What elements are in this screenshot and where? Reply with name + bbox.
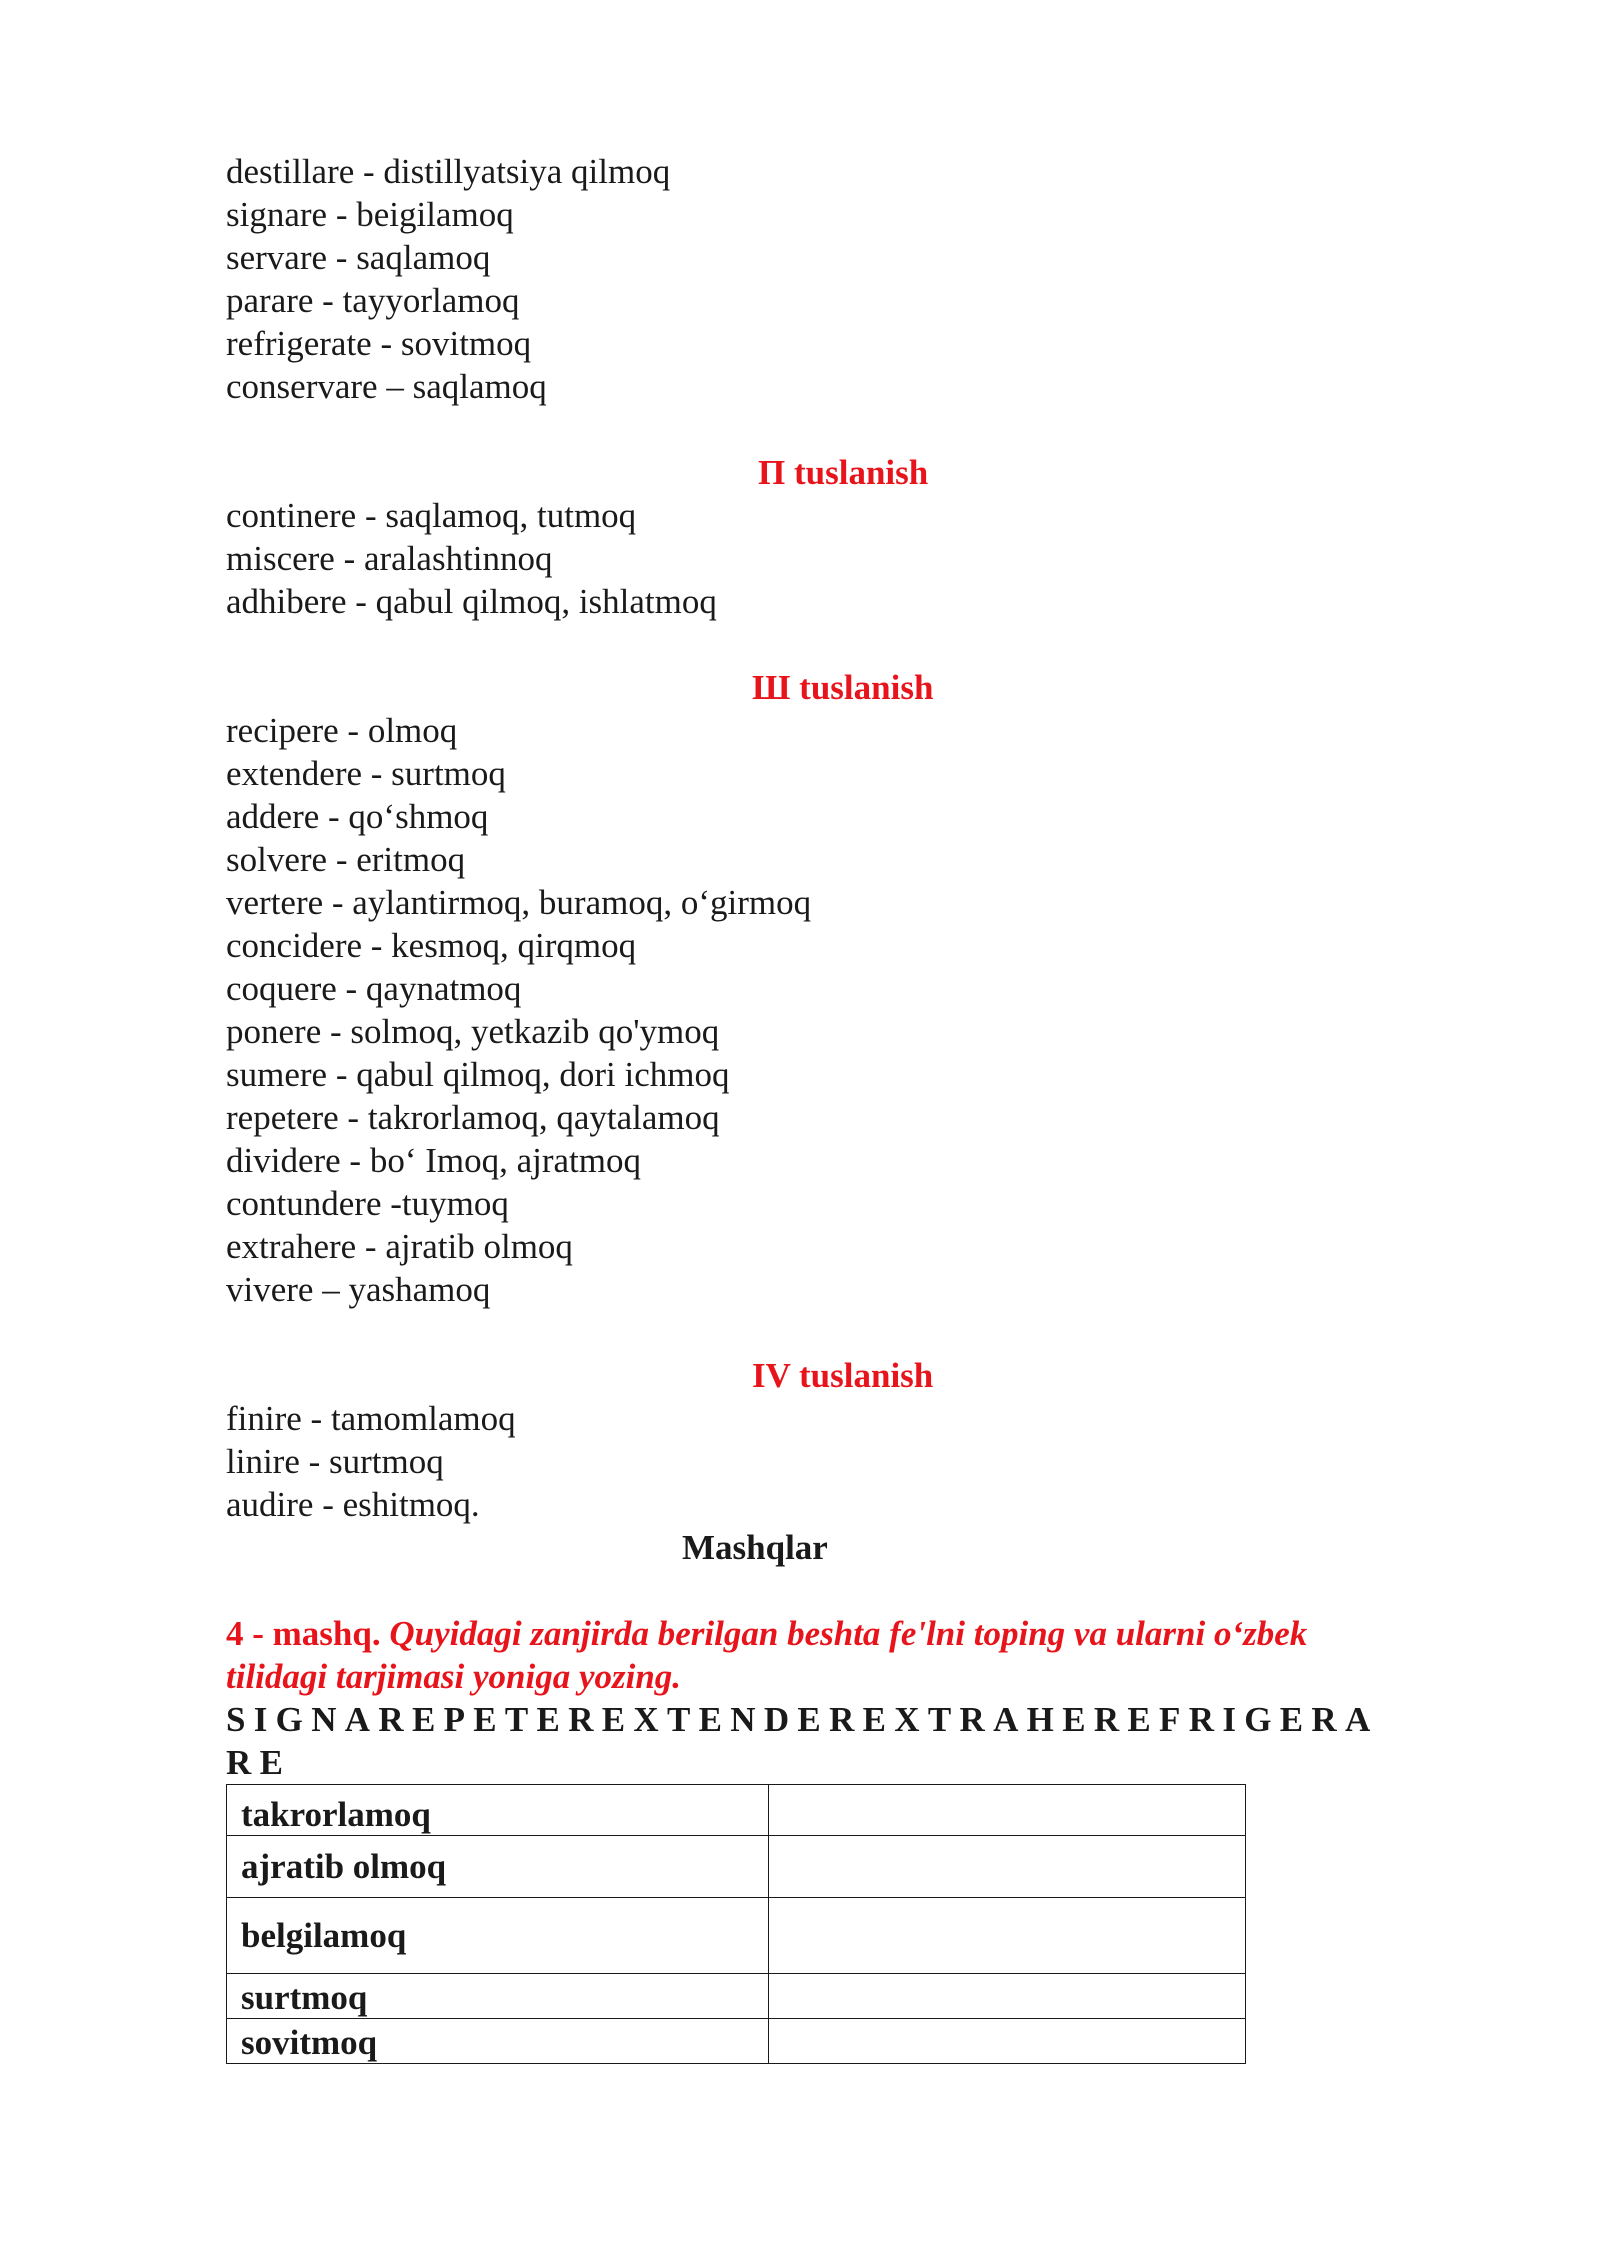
spacer	[226, 1569, 1476, 1612]
translation-cell: takrorlamoq	[227, 1785, 769, 1836]
spacer	[226, 408, 1476, 451]
table-row	[227, 1898, 1246, 1974]
table-row	[227, 1836, 1246, 1898]
verb-entry: continere - saqlamoq, tutmoq	[226, 496, 637, 535]
verb-entry: conservare – saqlamoq	[226, 367, 547, 406]
table-row	[227, 1974, 1246, 2019]
document-page	[226, 150, 1476, 2064]
verb-list-group-1	[226, 150, 1476, 408]
verb-entry: extrahere - ajratib olmoq	[226, 1227, 573, 1266]
answer-cell[interactable]	[769, 2019, 1246, 2064]
spacer	[226, 623, 1476, 666]
exercise-instruction	[226, 1612, 1476, 1698]
spacer	[226, 1311, 1476, 1354]
verb-entry: linire - surtmoq	[226, 1442, 444, 1481]
translation-cell: belgilamoq	[227, 1898, 769, 1974]
section-title: Mashqlar	[682, 1528, 828, 1567]
verb-entry: contundere -tuymoq	[226, 1184, 509, 1223]
verb-entry: concidere - kesmoq, qirqmoq	[226, 926, 637, 965]
table-row	[227, 2019, 1246, 2064]
translation-cell: ajratib olmoq	[227, 1836, 769, 1898]
letter-chain-line-2: RE	[226, 1743, 292, 1782]
exercise-instruction-line-1: Quyidagi zanjirda berilgan beshta fe'lni toping va ularni o‘zbek	[389, 1614, 1308, 1653]
verb-entry: vivere – yashamoq	[226, 1270, 491, 1309]
verb-entry: coquere - qaynatmoq	[226, 969, 522, 1008]
answer-cell[interactable]	[769, 1974, 1246, 2019]
conjugation-heading-2: П tuslanish	[758, 453, 929, 492]
verb-entry: repetere - takrorlamoq, qaytalamoq	[226, 1098, 720, 1137]
exercise-instruction-line-2: tilidagi tarjimasi yoniga yozing.	[226, 1657, 682, 1696]
letter-chain-line-1: SIGNAREPETEREXTENDEREXTRAHEREFRIGERA	[226, 1700, 1379, 1739]
answer-cell[interactable]	[769, 1785, 1246, 1836]
verb-entry: refrigerate - sovitmoq	[226, 324, 532, 363]
answer-table	[226, 1784, 1246, 2064]
verb-entry: destillare - distillyatsiya qilmoq	[226, 152, 671, 191]
verb-entry: parare - tayyorlamoq	[226, 281, 520, 320]
conjugation-heading-3: Ш tuslanish	[752, 668, 934, 707]
verb-entry: addere - qo‘shmoq	[226, 797, 489, 836]
verb-entry: dividere - bo‘ Imoq, ajratmoq	[226, 1141, 642, 1180]
verb-entry: sumere - qabul qilmoq, dori ichmoq	[226, 1055, 730, 1094]
exercise-number: 4 - mashq.	[226, 1614, 381, 1653]
verb-entry: audire - eshitmoq.	[226, 1485, 480, 1524]
verb-entry: extendere - surtmoq	[226, 754, 506, 793]
verb-entry: solvere - eritmoq	[226, 840, 466, 879]
table-row	[227, 1785, 1246, 1836]
verb-entry: finire - tamomlamoq	[226, 1399, 516, 1438]
verb-entry: servare - saqlamoq	[226, 238, 491, 277]
verb-entry: miscere - aralashtinnoq	[226, 539, 553, 578]
verb-entry: recipere - olmoq	[226, 711, 458, 750]
translation-cell: sovitmoq	[227, 2019, 769, 2064]
answer-cell[interactable]	[769, 1836, 1246, 1898]
verb-list-group-3	[226, 709, 1476, 1311]
conjugation-heading-4: IV tuslanish	[752, 1356, 934, 1395]
verb-entry: adhibere - qabul qilmoq, ishlatmoq	[226, 582, 717, 621]
letter-chain	[226, 1698, 1476, 1784]
verb-list-group-2	[226, 494, 1476, 623]
answer-cell[interactable]	[769, 1898, 1246, 1974]
translation-cell: surtmoq	[227, 1974, 769, 2019]
verb-entry: vertere - aylantirmoq, buramoq, o‘girmoq	[226, 883, 812, 922]
verb-list-group-4	[226, 1397, 1476, 1526]
verb-entry: ponere - solmoq, yetkazib qo'ymoq	[226, 1012, 720, 1051]
verb-entry: signare - beigilamoq	[226, 195, 514, 234]
